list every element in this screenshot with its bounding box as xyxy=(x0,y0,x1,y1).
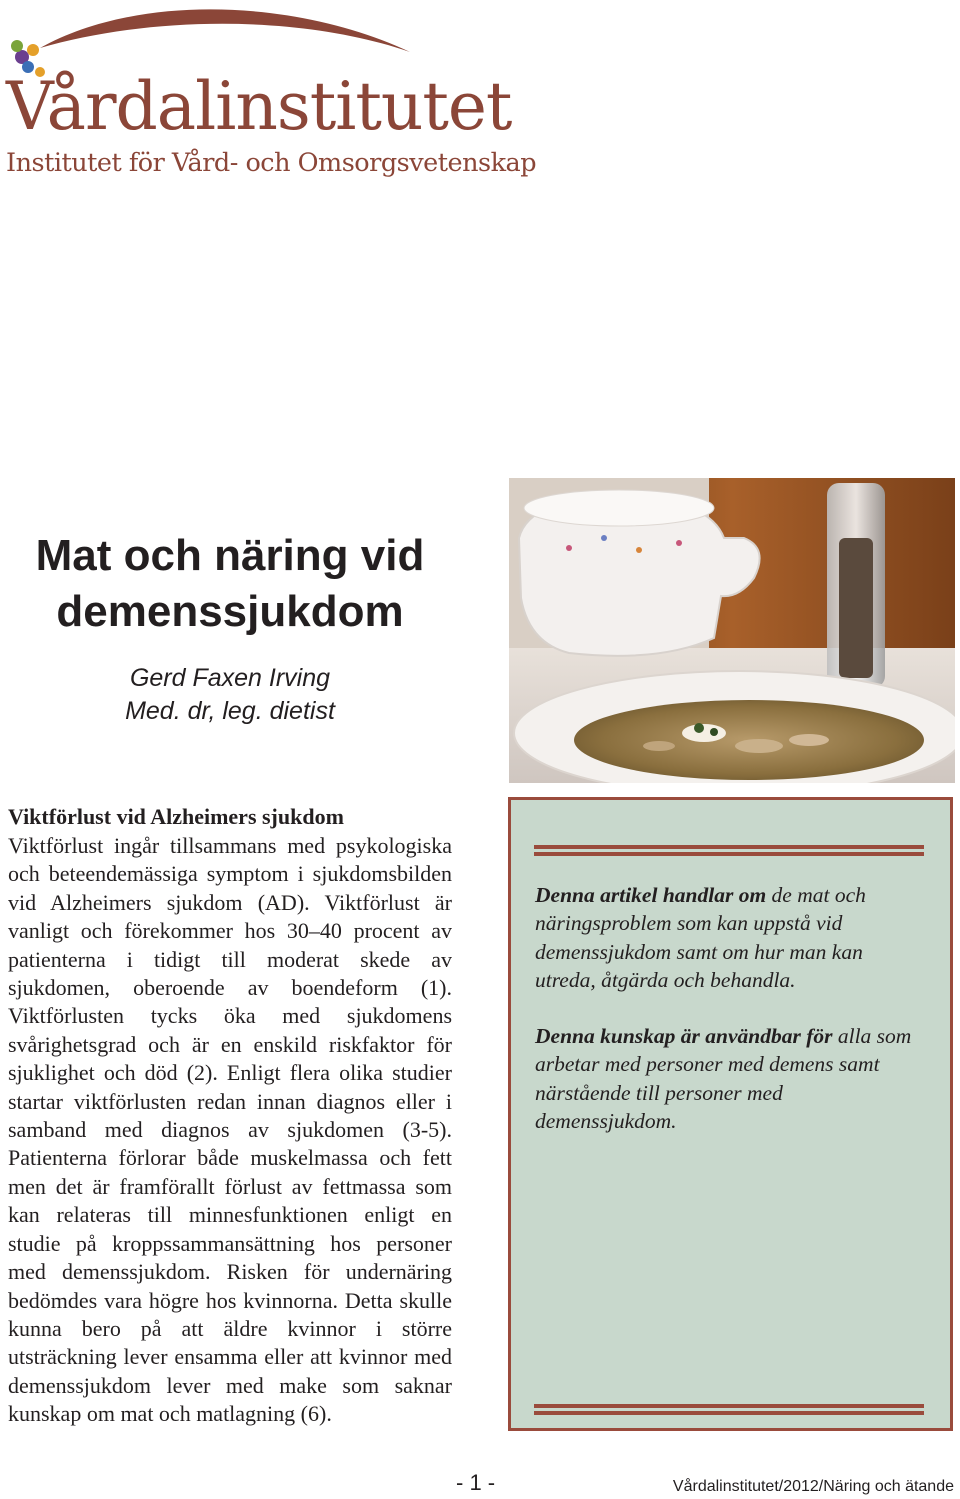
pepper-contents xyxy=(839,538,873,678)
logo-dot-green xyxy=(11,40,23,52)
herb-1 xyxy=(694,723,704,733)
logo-subtitle: Institutet för Vård- och Omsorgsvetenskap xyxy=(6,148,537,178)
tureen-flower-1 xyxy=(566,545,572,551)
info-paragraph-2 xyxy=(535,1022,915,1136)
info-paragraph-1 xyxy=(535,881,915,995)
meat-piece-1 xyxy=(735,739,783,753)
info-lead-1: Denna artikel handlar om xyxy=(535,883,767,907)
meat-piece-3 xyxy=(643,741,675,751)
title-line-1: Mat och näring vid xyxy=(35,531,425,580)
logo xyxy=(0,0,537,190)
info-lead-2: Denna kunskap är användbar för xyxy=(535,1024,833,1048)
title-line-2: demenssjukdom xyxy=(56,587,404,636)
tureen-flower-2 xyxy=(601,535,607,541)
tureen-flower-4 xyxy=(676,540,682,546)
tureen-flower-3 xyxy=(636,547,642,553)
info-rule-top-1 xyxy=(534,845,924,849)
body-paragraph: Viktförlust ingår tillsammans med psykologiska och beteendemässiga symptom i sjukdomsbilden vid Alzheimers sjukdom (AD). Viktförlust är vanligt och förekommer hos 30–40 procent av patienterna i tidigt till moderat skede av sjukdomen, oberoende av boendeform (1). Viktförlusten tycks öka med sjukdomens svårighetsgrad och är en enskild riskfaktor för sjuklighet och död (2). Enligt flera olika studier startar viktförlusten redan innan diagnos eller i samband med diagnos av sjukdomen (3-5). Patienterna förlorar både muskelmassa och fett men det är framförallt förlust av fettmassa som kan relateras till minnesfunktionen enligt en studie på kroppssammansättning hos personer med demenssjukdom. Risken för undernäring bedömdes vara högre hos kvinnorna. Detta skulle kunna bero på att äldre kvinnor i större utsträckning lever ensamma eller att kvinnor med demenssjukdom lever med make som saknar kunskap om mat och matlagning (6). xyxy=(8,833,452,1427)
meat-piece-2 xyxy=(789,734,829,746)
info-rule-top-2 xyxy=(534,852,924,856)
info-rule-bottom-1 xyxy=(534,1404,924,1408)
page-number: - 1 - xyxy=(456,1470,496,1495)
soup-illustration xyxy=(509,478,955,783)
tureen-lid xyxy=(524,490,714,526)
article-title xyxy=(0,528,460,640)
info-text-2: alla som arbetar med personer med demens samt närstående till personer med demenssjukdom. xyxy=(535,1024,912,1134)
herb-2 xyxy=(710,728,718,736)
soup-photo xyxy=(509,478,955,783)
info-text-1: de mat och näringsproblem som kan uppstå vid demenssjukdom samt om hur man kan utreda, åtgärda och behandla. xyxy=(535,883,866,993)
section-heading: Viktförlust vid Alzheimers sjukdom xyxy=(8,804,344,829)
logo-dot-orange xyxy=(27,44,39,56)
author-name: Gerd Faxen Irving xyxy=(129,664,331,692)
logo-name: Vårdalinstitutet xyxy=(6,68,512,145)
author-credentials: Med. dr, leg. dietist xyxy=(125,697,335,725)
logo-swoosh xyxy=(40,9,410,52)
cream-dollop xyxy=(682,724,726,742)
info-rule-bottom-2 xyxy=(534,1411,924,1415)
footer-source: Vårdalinstitutet/2012/Näring och ätande xyxy=(672,1478,954,1495)
